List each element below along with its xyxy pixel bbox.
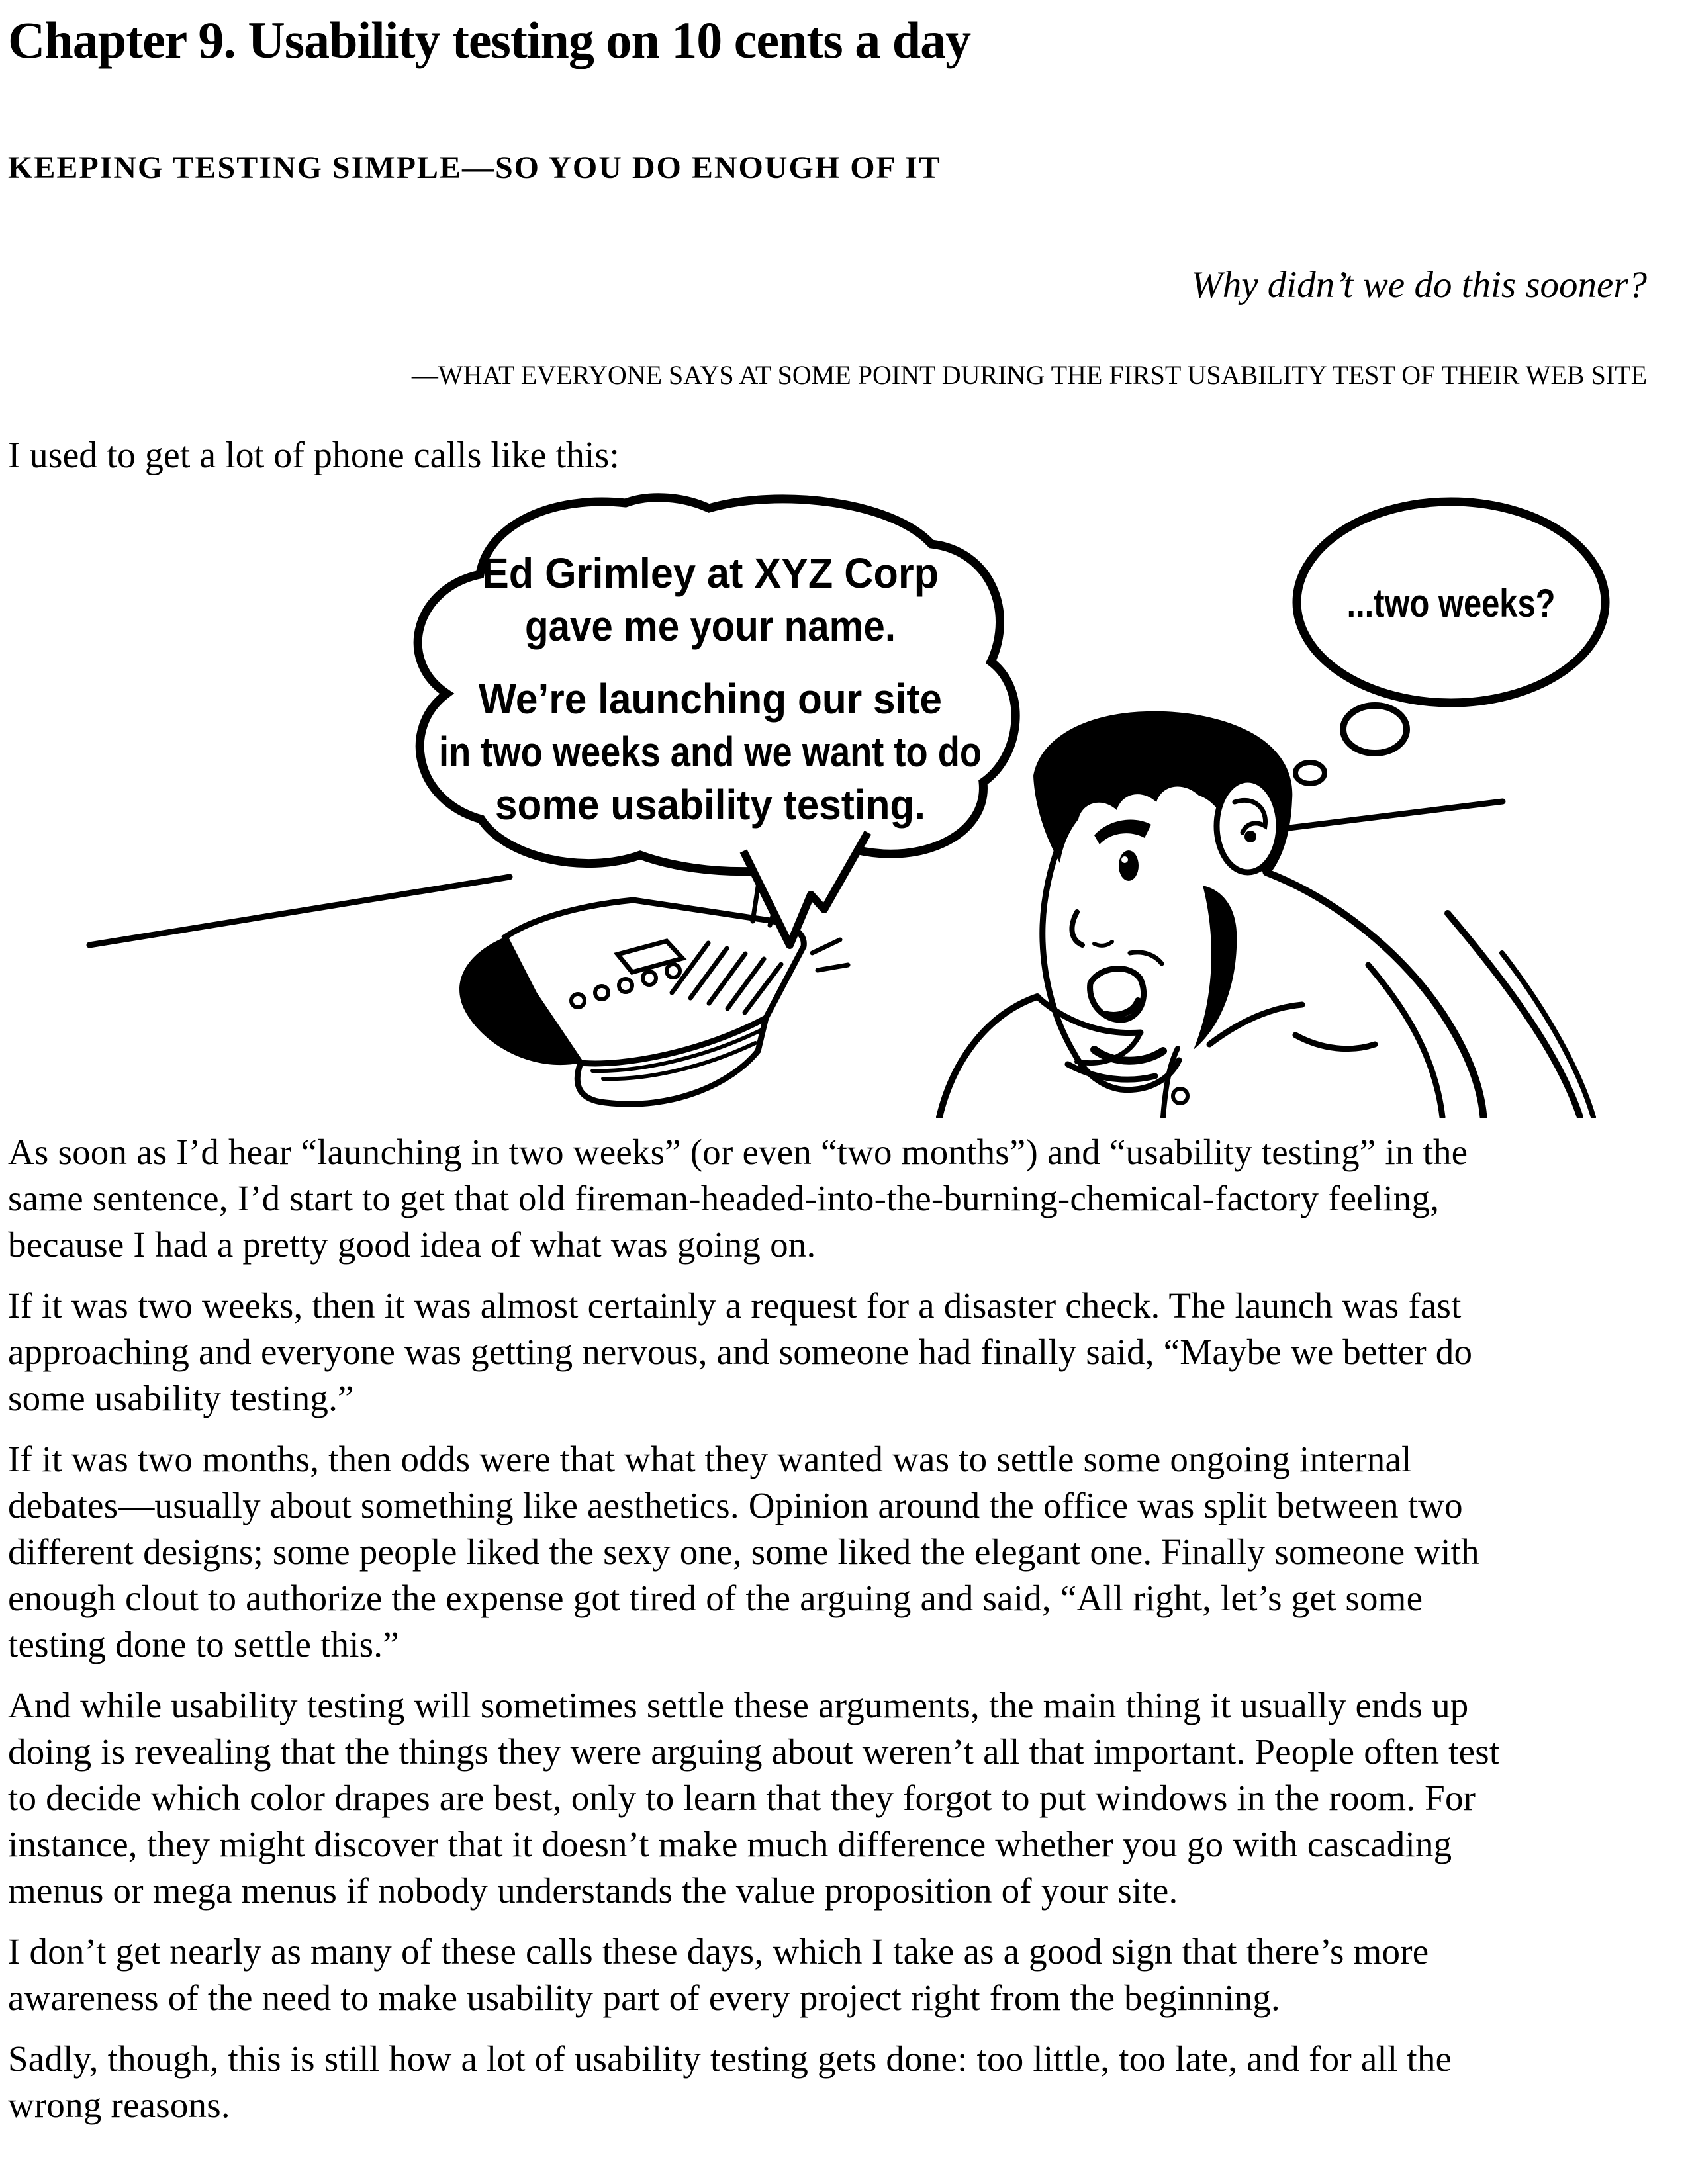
speech-line: in two weeks and we want to do	[439, 728, 982, 776]
man-cheek-line	[1130, 952, 1162, 964]
body-paragraph	[8, 1929, 1499, 2021]
body-line: Sadly, though, this is still how a lot of usability testing gets done: too little, too late, and for all the	[8, 2038, 1452, 2079]
man-nose	[1072, 912, 1082, 945]
body-line: menus or mega menus if nobody understands the value proposition of your site.	[8, 1870, 1178, 1911]
man-chest-line	[1163, 1048, 1178, 1117]
body-paragraph	[8, 1129, 1499, 1268]
body-line: approaching and everyone was getting nervous, and someone had finally said, “Maybe we better do	[8, 1332, 1473, 1372]
body-line: doing is revealing that the things they were arguing about weren’t all that important. People often test	[8, 1731, 1500, 1772]
body-line: enough clout to authorize the expense got tired of the arguing and said, “All right, let’s get some	[8, 1578, 1423, 1618]
shirt-button	[1173, 1089, 1188, 1103]
thought-trail-circle	[1295, 762, 1325, 784]
body-line: And while usability testing will sometimes settle these arguments, the main thing it usually ends up	[8, 1685, 1469, 1725]
intro-line: I used to get a lot of phone calls like this:	[8, 435, 620, 476]
body-paragraph	[8, 1436, 1499, 1668]
body-line: some usability testing.”	[8, 1378, 354, 1418]
body-line: because I had a pretty good idea of what was going on.	[8, 1224, 816, 1265]
man-neck-shadow	[1194, 886, 1237, 1050]
speech-line: We’re launching our site	[479, 675, 942, 723]
man-far-arm	[1448, 913, 1580, 1117]
man-collar-right	[1209, 1005, 1302, 1044]
body-line: If it was two weeks, then it was almost certainly a request for a disaster check. The launch was fast	[8, 1285, 1462, 1326]
man-eye	[1119, 850, 1139, 881]
body-line: I don’t get nearly as many of these calls these days, which I take as a good sign that there’s more	[8, 1931, 1429, 1972]
body-text	[8, 1129, 1499, 2143]
body-paragraph	[8, 1283, 1499, 1422]
body-line: If it was two months, then odds were that what they wanted was to settle some ongoing internal	[8, 1439, 1412, 1479]
body-line: same sentence, I’d start to get that old fireman-headed-into-the-burning-chemical-factory feeling,	[8, 1178, 1440, 1218]
shirt-fold-right	[1295, 1035, 1375, 1049]
body-paragraph	[8, 2036, 1499, 2128]
body-line: wrong reasons.	[8, 2085, 230, 2125]
thought-trail-circle	[1343, 705, 1407, 753]
section-heading: KEEPING TESTING SIMPLE—SO YOU DO ENOUGH OF IT	[8, 150, 941, 185]
epigraph-quote: Why didn’t we do this sooner?	[1191, 264, 1647, 306]
body-line: As soon as I’d hear “launching in two weeks” (or even “two months”) and “usability testing” in the	[8, 1132, 1468, 1172]
body-line: different designs; some people liked the sexy one, some liked the elegant one. Finally someone with	[8, 1531, 1479, 1572]
body-line: testing done to settle this.”	[8, 1624, 399, 1664]
chapter-title: Chapter 9. Usability testing on 10 cents a day	[8, 11, 971, 69]
speech-line: gave me your name.	[525, 602, 896, 650]
epigraph-attribution: —WHAT EVERYONE SAYS AT SOME POINT DURING THE FIRST USABILITY TEST OF THEIR WEB SITE	[411, 360, 1647, 390]
body-line: debates—usually about something like aesthetics. Opinion around the office was split between two	[8, 1485, 1463, 1525]
cartoon-illustration	[43, 490, 1645, 1118]
thought-text: ...two weeks?	[1346, 581, 1556, 625]
body-line: awareness of the need to make usability part of every project right from the beginning.	[8, 1978, 1280, 2018]
speech-line: some usability testing.	[495, 781, 925, 829]
phone-call-cartoon	[43, 490, 1645, 1118]
body-line: instance, they might discover that it doesn’t make much difference whether you go with cascading	[8, 1824, 1452, 1864]
speech-line: Ed Grimley at XYZ Corp	[482, 549, 939, 597]
thought-bubble	[1295, 502, 1605, 784]
man-illustration	[939, 711, 1593, 1117]
man-ear	[1217, 780, 1279, 872]
body-line: to decide which color drapes are best, only to learn that they forgot to put windows in the room. For	[8, 1778, 1476, 1818]
man-right-shoulder	[1266, 872, 1483, 1117]
man-eyebrow	[1094, 820, 1151, 844]
man-left-arm	[939, 997, 1037, 1117]
body-paragraph	[8, 1682, 1499, 1914]
